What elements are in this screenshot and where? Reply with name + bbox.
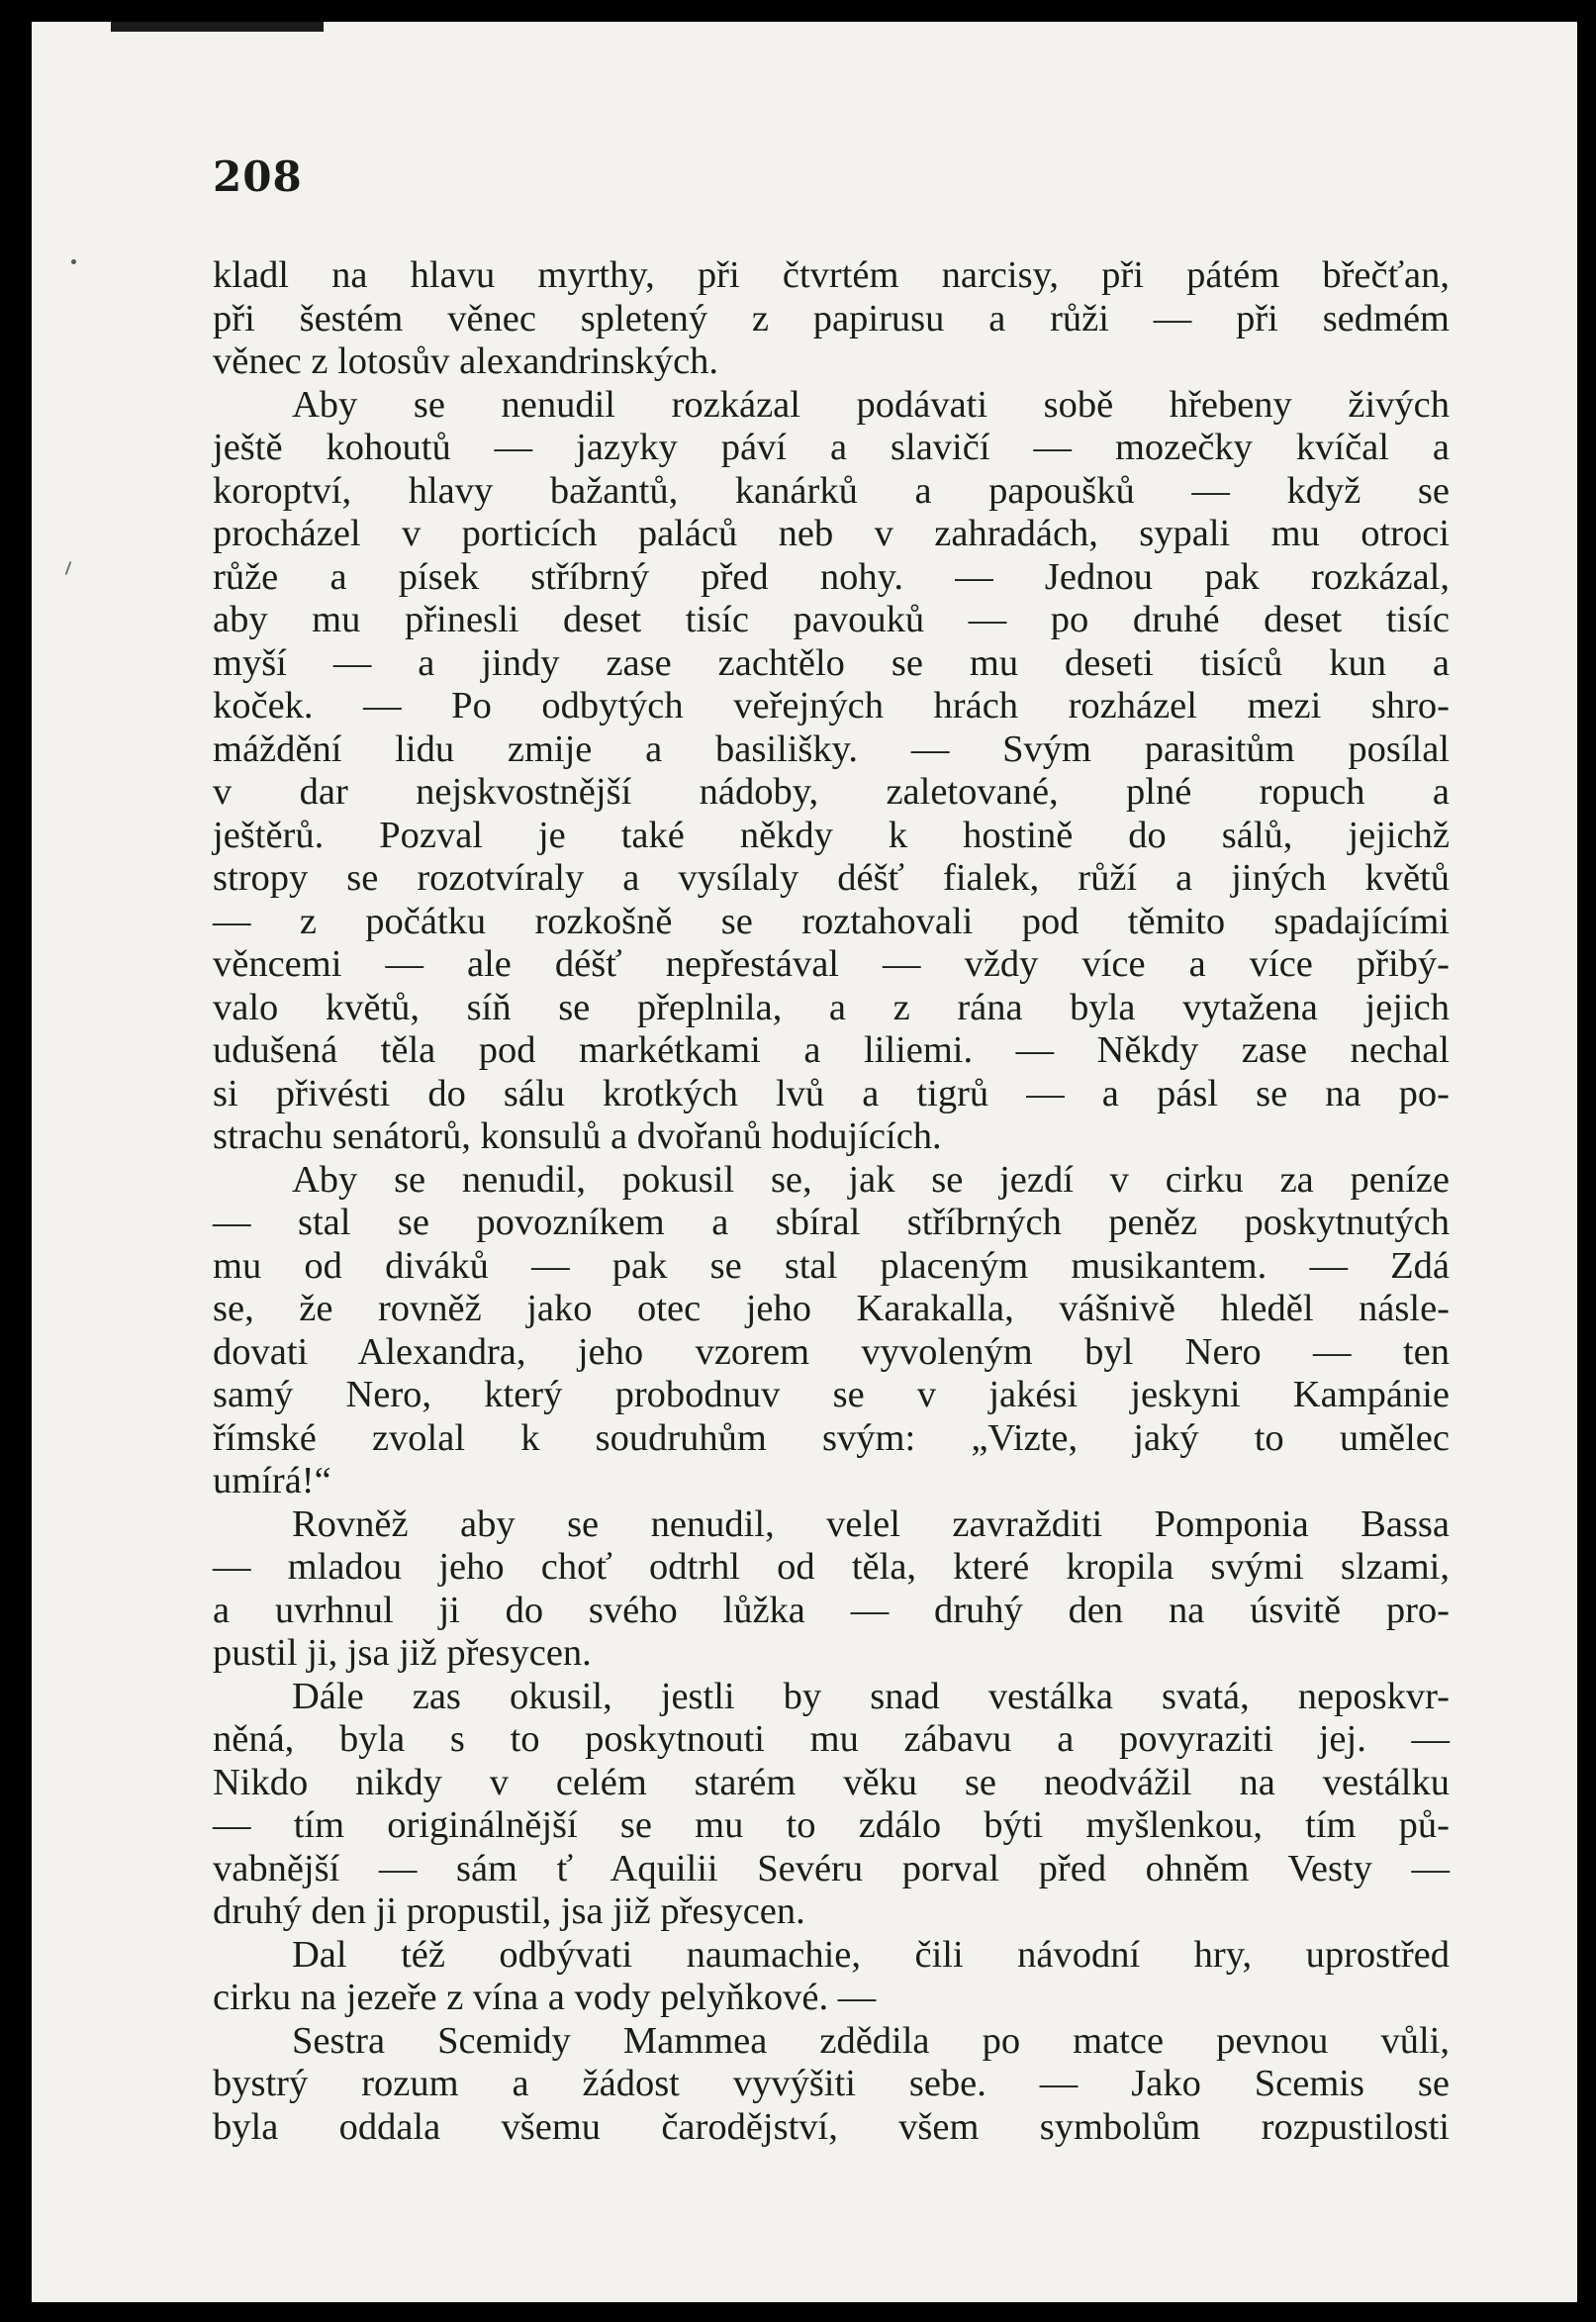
text-line: Sestra Scemidy Mammea zdědila po matce pevnou vůli, <box>292 2019 1450 2062</box>
text-line: Rovněž aby se nenudil, velel zavražditi Pomponia Bassa <box>292 1502 1450 1545</box>
text-line: koček. — Po odbytých veřejných hrách rozházel mezi shro- <box>213 685 1450 726</box>
text-line: máždění lidu zmije a basilišky. — Svým parasitům posílal <box>213 727 1450 770</box>
text-line: stropy se rozotvíraly a vysílaly déšť fialek, růží a jiných květů <box>213 857 1450 899</box>
text-line: ještěrů. Pozval je také někdy k hostině do sálů, jejichž <box>213 814 1450 856</box>
text-line: bystrý rozum a žádost vyvýšiti sebe. — Jako Scemis se <box>213 2063 1450 2104</box>
margin-speck <box>71 259 76 264</box>
text-line: a uvrhnul ji do svého lůžka — druhý den na úsvitě pro- <box>213 1589 1450 1631</box>
text-line: udušená těla pod markétkami a liliemi. — Někdy zase nechal <box>213 1029 1450 1071</box>
text-line: věncemi — ale déšť nepřestával — vždy více a více přibý- <box>213 943 1450 985</box>
text-line: koroptví, hlavy bažantů, kanárků a papoušků — když se <box>213 469 1450 512</box>
text-line: mu od diváků — pak se stal placeným musikantem. — Zdá <box>213 1244 1450 1287</box>
text-line: cirku na jezeře z vína a vody pelyňkové. — <box>213 1977 877 2018</box>
text-line: Aby se nenudil, pokusil se, jak se jezdí v cirku za peníze <box>292 1158 1450 1201</box>
text-line: — z počátku rozkošně se roztahovali pod těmito spadajícími <box>213 900 1450 942</box>
text-line: Dal též odbývati naumachie, čili návodní hry, uprostřed <box>292 1933 1450 1976</box>
text-line: vabnější — sám ť Aquilii Sevéru porval před ohněm Vesty — <box>213 1847 1450 1889</box>
page-number: 208 <box>213 152 303 201</box>
text-line: něná, byla s to poskytnouti mu zábavu a povyraziti jej. — <box>213 1718 1450 1760</box>
text-line: při šestém věnec spletený z papirusu a růži — při sedmém <box>213 297 1450 339</box>
text-line: růže a písek stříbrný před nohy. — Jednou pak rozkázal, <box>213 555 1450 598</box>
text-line: kladl na hlavu myrthy, při čtvrtém narcisy, při pátém břečťan, <box>213 254 1450 296</box>
scan-edge-mark <box>111 22 324 32</box>
body-text <box>213 254 1450 2149</box>
text-line: v dar nejskvostnější nádoby, zaletované, plné ropuch a <box>213 771 1450 813</box>
text-line: myší — a jindy zase zachtělo se mu deseti tisíců kun a <box>213 641 1450 684</box>
text-line: aby mu přinesli deset tisíc pavouků — po druhé deset tisíc <box>213 599 1450 640</box>
text-line: římské zvolal k soudruhům svým: „Vizte, jaký to umělec <box>213 1416 1450 1459</box>
text-line: se, že rovněž jako otec jeho Karakalla, vášnivě hleděl násle- <box>213 1288 1450 1329</box>
text-line: Dále zas okusil, jestli by snad vestálka svatá, neposkvr- <box>292 1675 1450 1717</box>
text-line: — tím originálnější se mu to zdálo býti myšlenkou, tím pů- <box>213 1804 1450 1846</box>
text-line: byla oddala všemu čarodějství, všem symbolům rozpustilosti <box>213 2105 1450 2148</box>
book-page <box>32 22 1577 2302</box>
text-line: pustil ji, jsa již přesycen. <box>213 1632 592 1674</box>
text-line: — stal se povozníkem a sbíral stříbrných peněz poskytnutých <box>213 1202 1450 1243</box>
text-line: strachu senátorů, konsulů a dvořanů hodujících. <box>213 1115 942 1157</box>
text-line: věnec z lotosův alexandrinských. <box>213 340 719 382</box>
text-line: Nikdo nikdy v celém starém věku se neodvážil na vestálku <box>213 1761 1450 1803</box>
text-line: — mladou jeho choť odtrhl od těla, které kropila svými slzami, <box>213 1546 1450 1588</box>
text-line: procházel v porticích paláců neb v zahradách, sypali mu otroci <box>213 513 1450 554</box>
text-line: valo květů, síň se přeplnila, a z rána byla vytažena jejich <box>213 986 1450 1028</box>
text-line: ještě kohoutů — jazyky páví a slavičí — mozečky kvíčal a <box>213 427 1450 468</box>
text-line: Aby se nenudil rozkázal podávati sobě hřebeny živých <box>292 383 1450 426</box>
text-line: umírá!“ <box>213 1460 331 1501</box>
text-line: si přivésti do sálu krotkých lvů a tigrů — a pásl se na po- <box>213 1072 1450 1114</box>
text-line: samý Nero, který probodnuv se v jakési jeskyni Kampánie <box>213 1374 1450 1415</box>
text-line: dovati Alexandra, jeho vzorem vyvoleným byl Nero — ten <box>213 1330 1450 1373</box>
text-line: druhý den ji propustil, jsa již přesycen. <box>213 1890 805 1932</box>
margin-speck <box>65 561 72 575</box>
